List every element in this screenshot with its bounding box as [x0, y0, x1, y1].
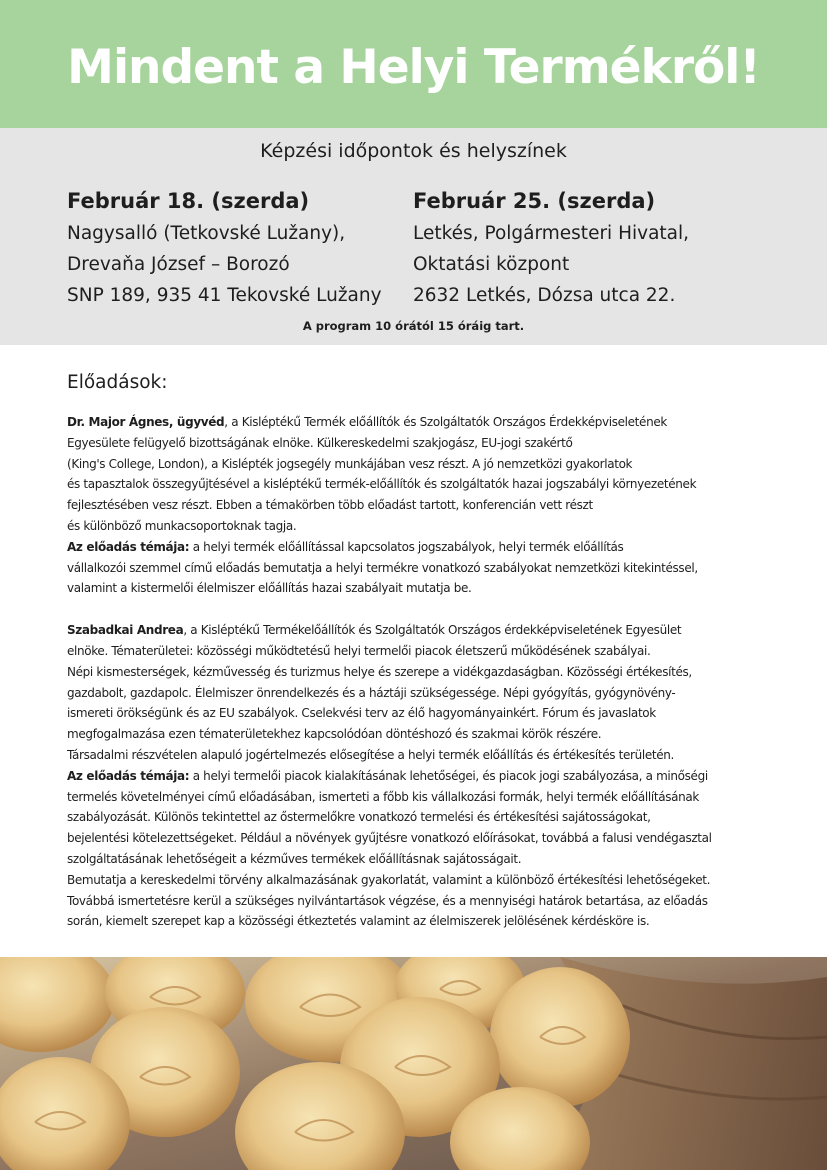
event-venue-line: Nagysalló (Tetkovské Lužany), — [67, 223, 346, 244]
lectures-section — [67, 370, 767, 932]
speaker-2-paragraph — [67, 620, 767, 932]
event-feb-25 — [413, 186, 689, 311]
schedule-subtitle: Képzési időpontok és helyszínek — [260, 140, 567, 162]
program-time-note: A program 10 órától 15 óráig tart. — [302, 319, 525, 333]
speaker-1-paragraph — [67, 412, 767, 599]
speaker-2-bio: , a Kisléptékű Termékelőállítók és Szolgáltatók Országos érdekképviseletének Egyesület elnöke. Tématerületei: közösségi működtetésű helyi termelői piacok életszerű működésének szabályai. Népi kismesterségek, kézművesség és turizmus helye és szerepe a vidékgazdaságban. Közösségi értékesítés, gazdabolt, gazdapolc. Élelmiszer önrendelkezés és a háztáji szükségessége. Népi gyógyítás, gyógynövény- ismereti örökségünk és az EU szabályok. Cselekvési terv az élő hagyományainkért. Fórum és javaslatok megfogalmazása ezen tématerületekhez kapcsolódóan döntéshozó és szakmai körök részére. Társadalmi részvételen alapuló jogértelmezés elősegítése a helyi termék előállítás és értékesítés területén. — [67, 623, 692, 762]
cheese-rolls-icon — [0, 957, 827, 1170]
speaker-2-name: Szabadkai Andrea — [67, 623, 184, 638]
event-venue-line: Letkés, Polgármesteri Hivatal, — [413, 223, 690, 244]
speaker-1-name: Dr. Major Ágnes, ügyvéd — [67, 415, 225, 429]
event-date: Február 18. (szerda) — [67, 189, 310, 213]
event-feb-18 — [67, 186, 382, 311]
cheese-rolls-photo — [0, 957, 827, 1170]
speaker-2-topic-label: Az előadás témája: — [67, 768, 190, 783]
speaker-1-topic: a helyi termék előállítással kapcsolatos jogszabályok, helyi termék előállítás vállalkozói szemmel című előadás bemutatja a helyi termékre vonatkozó szabályokat nemzetközi kitekintéssel, valamint a kistermelői élelmiszer előállítás hazai szabályait mutatja be. — [67, 539, 698, 596]
title-banner — [0, 0, 827, 128]
lectures-heading: Előadások: — [67, 372, 168, 393]
event-address-line: 2632 Letkés, Dózsa utca 22. — [413, 285, 676, 306]
event-venue-line: Drevaňa József – Borozó — [67, 254, 290, 275]
event-venue-line: Oktatási központ — [413, 254, 570, 275]
event-address-line: SNP 189, 935 41 Tekovské Lužany — [67, 285, 382, 306]
speaker-1-bio: , a Kisléptékű Termék előállítók és Szolgáltatók Országos Érdekképviseletének Egyesülete felügyelő bizottságának elnöke. Külkereskedelmi szakjogász, EU-jogi szakértő (King's College, London), a Kislépték jogsegély munkájában vesz részt. A jó nemzetközi gyakorlatok és tapasztalok összegyűjtésével a kisléptékű termék-előállítók és szolgáltatók hazai jogszabályi környezetének fejlesztésében vesz részt. Ebben a témakörben több előadást tartott, konferencián vett részt és különböző munkacsoportoknak tagja. — [67, 415, 697, 533]
schedule-panel — [0, 128, 827, 345]
event-date: Február 25. (szerda) — [413, 189, 656, 213]
speaker-1-topic-label: Az előadás témája: — [67, 539, 190, 554]
speaker-2-topic: a helyi termelői piacok kialakításának lehetőségei, és piacok jogi szabályozása, a minőségi termelés követelményei című előadásában, ismerteti a főbb kis vállalkozási formák, helyi termék előállításának szabályozását. Különös tekintettel az őstermelőkre vonatkozó termelési és értékesítési sajátosságokat, bejelentési kötelezettségeket. Például a növények gyűjtésre vonatkozó előírásokat, továbbá a falusi vendégasztal szolgáltatásának lehetőségeit a kézműves termékek előállításnak sajátosságait. Bemutatja a kereskedelmi törvény alkalmazásának gyakorlatát, valamint a különböző értékesítési lehetőségeket. Továbbá ismertetésre kerül a szükséges nyilvántartások végzése, és a mennyiségi határok betartása, az előadás során, kiemelt szerepet kap a közösségi étkeztetés valamint az élelmiszerek jelölésének kérdésköre is. — [67, 768, 712, 929]
page-title: Mindent a Helyi Termékről! — [67, 40, 760, 95]
